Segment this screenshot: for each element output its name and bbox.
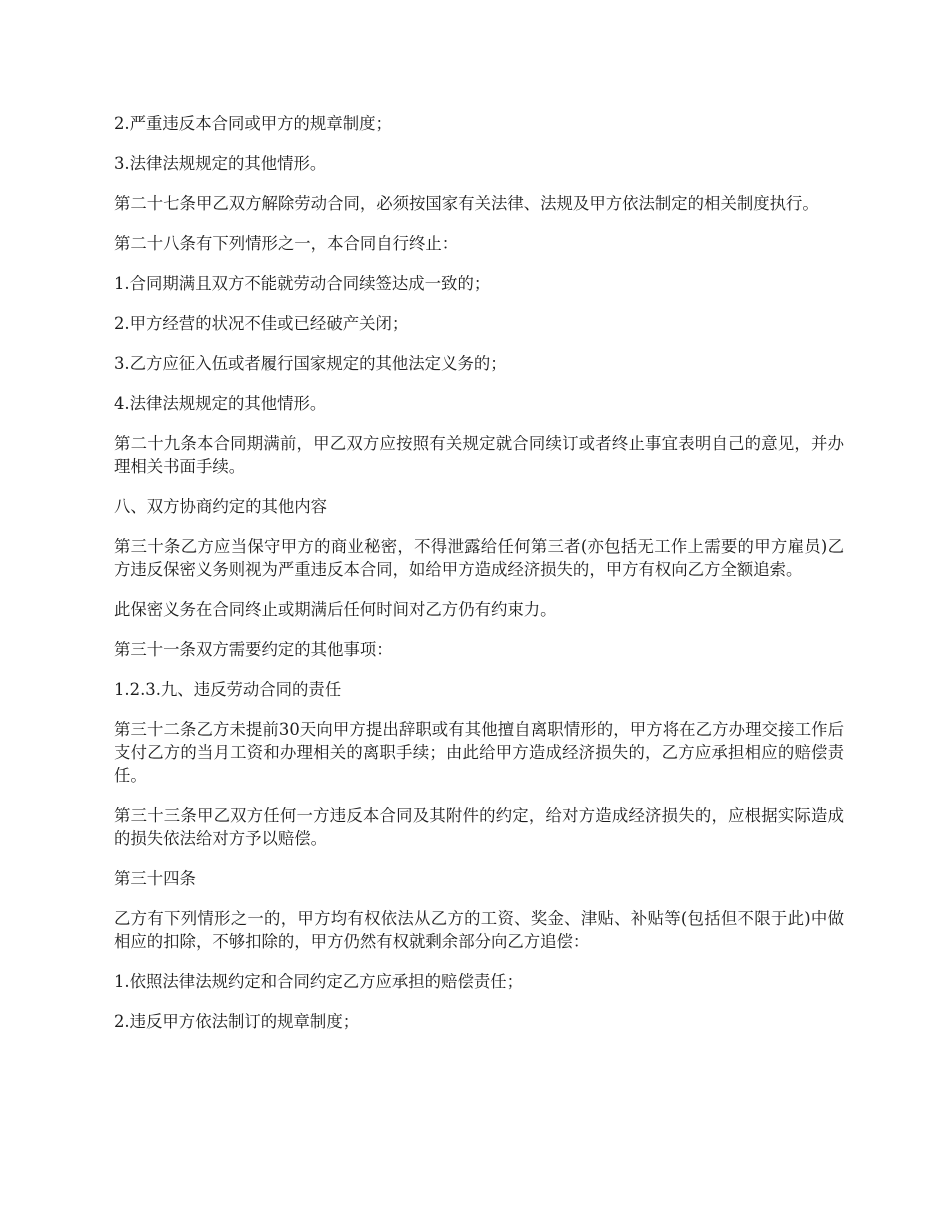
paragraph: 第二十八条有下列情形之一，本合同自行终止： (114, 234, 459, 253)
paragraph: 2.甲方经营的状况不佳或已经破产关闭； (114, 314, 409, 333)
paragraph: 3.乙方应征入伍或者履行国家规定的其他法定义务的； (114, 354, 507, 373)
paragraph: 2.违反甲方依法制订的规章制度； (114, 1012, 360, 1031)
paragraph: 1.依照法律法规约定和合同约定乙方应承担的赔偿责任； (114, 972, 524, 991)
paragraph: 第二十九条本合同期满前，甲乙双方应按照有关规定就合同续订或者终止事宜表明自己的意见，并办理相关书面手续。 (114, 434, 844, 476)
paragraph: 2.严重违反本合同或甲方的规章制度； (114, 114, 392, 133)
section-heading: 八、双方协商约定的其他内容 (114, 497, 328, 516)
paragraph: 此保密义务在合同终止或期满后任何时间对乙方仍有约束力。 (114, 600, 557, 619)
paragraph: 第三十三条甲乙双方任何一方违反本合同及其附件的约定，给对方造成经济损失的，应根据实际造成的损失依法给对方予以赔偿。 (114, 806, 844, 848)
paragraph: 第二十七条甲乙双方解除劳动合同，必须按国家有关法律、法规及甲方依法制定的相关制度执行。 (114, 194, 819, 213)
paragraph: 3.法律法规规定的其他情形。 (114, 154, 327, 173)
paragraph: 第三十条乙方应当保守甲方的商业秘密，不得泄露给任何第三者(亦包括无工作上需要的甲方雇员)乙方违反保密义务则视为严重违反本合同，如给甲方造成经济损失的，甲方有权向乙方全额追索。 (114, 537, 844, 579)
paragraph: 第三十四条 (114, 869, 196, 888)
paragraph: 第三十一条双方需要约定的其他事项： (114, 640, 393, 659)
paragraph: 1.合同期满且双方不能就劳动合同续签达成一致的； (114, 274, 491, 293)
document-body (114, 112, 844, 1050)
paragraph: 第三十二条乙方未提前30天向甲方提出辞职或有其他擅自离职情形的，甲方将在乙方办理交接工作后支付乙方的当月工资和办理相关的离职手续；由此给甲方造成经济损失的，乙方应承担相应的赔偿责任。 (114, 720, 844, 785)
paragraph: 乙方有下列情形之一的，甲方均有权依法从乙方的工资、奖金、津贴、补贴等(包括但不限于此)中做相应的扣除，不够扣除的，甲方仍然有权就剩余部分向乙方追偿： (114, 909, 844, 951)
paragraph: 1.2.3.九、违反劳动合同的责任 (114, 680, 342, 699)
paragraph: 4.法律法规规定的其他情形。 (114, 394, 327, 413)
